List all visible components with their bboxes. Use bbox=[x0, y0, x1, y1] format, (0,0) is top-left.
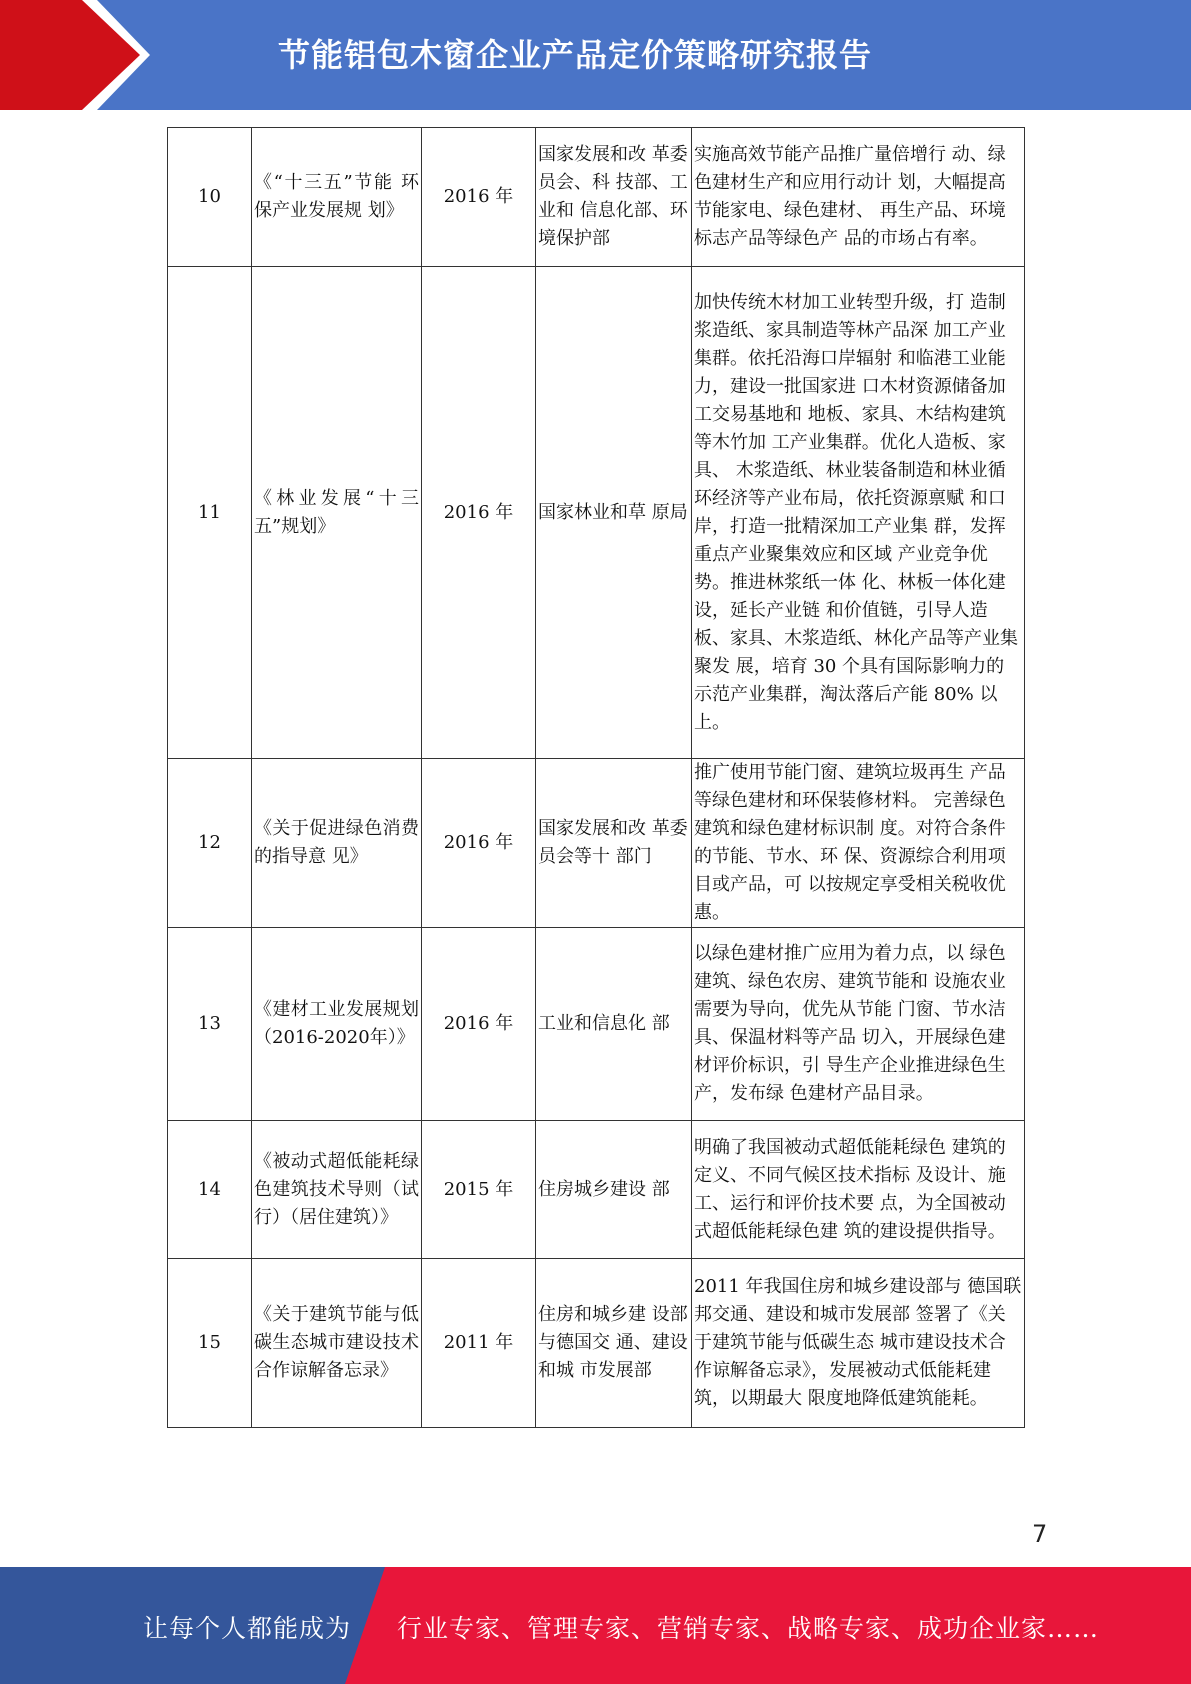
policy-content: 推广使用节能门窗、建筑垃圾再生 产品等绿色建材和环保装修材料。 完善绿色建筑和绿色建材标识制 度。对符合条件的节能、节水、环 保、资源综合利用项目或产品，可 以按规定享受相关税收优惠。 bbox=[692, 759, 1025, 928]
policy-content: 加快传统木材加工业转型升级，打 造制浆造纸、家具制造等林产品深 加工产业集群。依托沿海口岸辐射 和临港工业能力，建设一批国家进 口木材资源储备加工交易基地和 地板、家具、木结构建筑等木竹加 工产业集群。优化人造板、家具、 木浆造纸、林业装备制造和林业循 环经济等产业布局，依托资源禀赋 和口岸，打造一批精深加工产业集 群，发挥重点产业聚集效应和区域 产业竞争优势。推进林浆纸一体 化、林板一体化建设，延长产业链 和价值链，引导人造板、家具、木浆造纸、林化产品等产业集聚发 展，培育 30 个具有国际影响力的 示范产业集群，淘汰落后产能 80% 以上。 bbox=[692, 267, 1025, 759]
table-row bbox=[168, 928, 1025, 1121]
table-row bbox=[168, 267, 1025, 759]
page-footer bbox=[0, 1567, 1191, 1684]
policy-content: 明确了我国被动式超低能耗绿色 建筑的定义、不同气候区技术指标 及设计、施工、运行和评价技术要 点，为全国被动式超低能耗绿色建 筑的建设提供指导。 bbox=[692, 1121, 1025, 1259]
row-number: 13 bbox=[168, 928, 252, 1121]
issuing-department: 国家林业和草 原局 bbox=[536, 267, 692, 759]
row-number: 11 bbox=[168, 267, 252, 759]
policy-name: 《“十三五”节能 环保产业发展规 划》 bbox=[252, 128, 422, 267]
table-row bbox=[168, 128, 1025, 267]
issuing-department: 住房城乡建设 部 bbox=[536, 1121, 692, 1259]
row-number: 10 bbox=[168, 128, 252, 267]
policy-content: 2011 年我国住房和城乡建设部与 德国联邦交通、建设和城市发展部 签署了《关于建筑节能与低碳生态 城市建设技术合作谅解备忘录》，发展被动式低能耗建筑，以期最大 限度地降低建筑能耗。 bbox=[692, 1259, 1025, 1428]
footer-slogan-right: 行业专家、管理专家、营销专家、战略专家、成功企业家…… bbox=[397, 1614, 1100, 1643]
page-number: 7 bbox=[1032, 1520, 1048, 1548]
page-header bbox=[0, 0, 1191, 110]
issuing-department: 住房和城乡建 设部与德国交 通、建设和城 市发展部 bbox=[536, 1259, 692, 1428]
policy-name: 《关于促进绿色消费的指导意 见》 bbox=[252, 759, 422, 928]
policy-name: 《关于建筑节能与低碳生态城市建设技术合作谅解备忘录》 bbox=[252, 1259, 422, 1428]
policy-name: 《建材工业发展规划（2016-2020年）》 bbox=[252, 928, 422, 1121]
policy-content: 实施高效节能产品推广量倍增行 动、绿色建材生产和应用行动计 划，大幅提高节能家电、绿色建材、 再生产品、环境标志产品等绿色产 品的市场占有率。 bbox=[692, 128, 1025, 267]
policy-content: 以绿色建材推广应用为着力点，以 绿色建筑、绿色农房、建筑节能和 设施农业需要为导向，优先从节能 门窗、节水洁具、保温材料等产品 切入，开展绿色建材评价标识，引 导生产企业推进绿色生产，发布绿 色建材产品目录。 bbox=[692, 928, 1025, 1121]
row-number: 14 bbox=[168, 1121, 252, 1259]
policy-year: 2011 年 bbox=[422, 1259, 536, 1428]
footer-slogan-left: 让每个人都能成为 bbox=[143, 1614, 352, 1643]
issuing-department: 国家发展和改 革委员会、科 技部、工业和 信息化部、环 境保护部 bbox=[536, 128, 692, 267]
header-red-chevron bbox=[0, 0, 140, 110]
policy-year: 2015 年 bbox=[422, 1121, 536, 1259]
table-row bbox=[168, 1121, 1025, 1259]
table-row bbox=[168, 759, 1025, 928]
policy-year: 2016 年 bbox=[422, 759, 536, 928]
issuing-department: 国家发展和改 革委员会等十 部门 bbox=[536, 759, 692, 928]
policy-name: 《林业发展“十三五”规划》 bbox=[252, 267, 422, 759]
table-row bbox=[168, 1259, 1025, 1428]
issuing-department: 工业和信息化 部 bbox=[536, 928, 692, 1121]
row-number: 15 bbox=[168, 1259, 252, 1428]
policy-year: 2016 年 bbox=[422, 267, 536, 759]
document-title: 节能铝包木窗企业产品定价策略研究报告 bbox=[278, 36, 873, 74]
row-number: 12 bbox=[168, 759, 252, 928]
policy-year: 2016 年 bbox=[422, 928, 536, 1121]
policy-year: 2016 年 bbox=[422, 128, 536, 267]
policy-table-container bbox=[167, 127, 1024, 1428]
policy-name: 《被动式超低能耗绿色建筑技术导则（试行）（居住建筑）》 bbox=[252, 1121, 422, 1259]
policy-table bbox=[167, 127, 1025, 1428]
